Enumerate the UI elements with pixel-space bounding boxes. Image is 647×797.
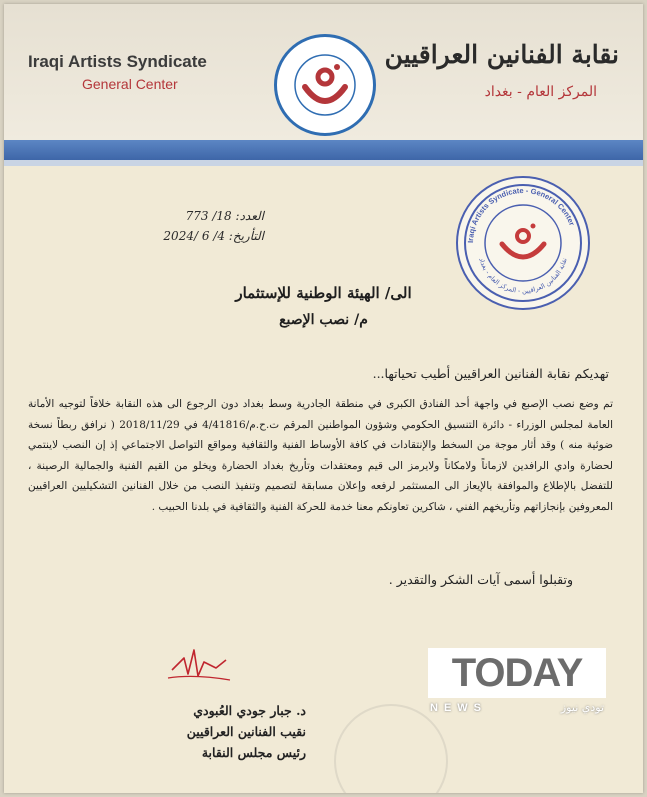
reference-date bbox=[114, 226, 264, 246]
reference-number-label: العدد: bbox=[235, 209, 264, 223]
letterhead-light-band bbox=[4, 160, 643, 166]
subject-line: م/ نصب الإصبع bbox=[279, 312, 368, 328]
today-news-watermark bbox=[428, 648, 606, 718]
reference-number bbox=[114, 206, 264, 226]
letterhead bbox=[4, 4, 643, 140]
greeting-line: تهديكم نقابة الفنانين العراقيين أطيب تحياتها... bbox=[372, 366, 609, 381]
syndicate-logo-icon bbox=[277, 37, 373, 133]
signatory-name: د. جبار جودي العُبودي bbox=[193, 703, 306, 718]
recipient-line: الى/ الهيئة الوطنية للإستثمار bbox=[235, 284, 412, 302]
letterhead-arabic-name: نقابة الفنانين العراقيين bbox=[384, 40, 619, 69]
closing-line: وتقبلوا أسمى آيات الشكر والتقدير . bbox=[388, 572, 573, 587]
handwritten-signature bbox=[164, 640, 234, 690]
letterhead-arabic-subtitle: المركز العام - بغداد bbox=[484, 84, 597, 100]
letterhead-blue-band bbox=[4, 140, 643, 160]
signatory-role: رئيس مجلس النقابة bbox=[201, 745, 306, 760]
syndicate-logo bbox=[274, 34, 376, 136]
letter-body-paragraph: تم وضع نصب الإصبع في واجهة أحد الفنادق الكبرى في منطقة الجادرية وسط بغداد دون الرجوع الى هذه النقابة خلافاً لتوجيه الأمانة العامة لمجلس الوزراء - دائرة التنسيق الحكومي وشؤون المواطنين المرقم ت.ح.م/4/41816 في 2018/11/29 ( نرافق ربطاً نسخة ضوئية منه ) وقد أثار موجة من السخط والإنتقادات في كافة الأوساط الفنية والثقافية ومواقع التواصل الاجتماعي إذ إن النصب لاينتمي لحضارة وادي الرافدين لازماناً ولامكاناً ولايرمز الى قيم ومعتقدات وتأريخ بغداد الحضارة ويخلو من القيم الفنية والجمالية الرصينة ، للتفضل بالإطلاع والموافقة بالإيعاز الى المستثمر لرفعه وإعلان مسابقة لتصميم وتنفيذ النصب من خلال الفنانين التشكيليين العراقيين المعروفين بإنجازاتهم وتأريخهم الفني ، شاكرين تعاونكم معنا خدمة للحركة الفنية والثقافية في بلدنا الحبيب . bbox=[28, 398, 613, 513]
letter-page bbox=[4, 4, 643, 793]
stamp-ring-text: Iraqi Artists Syndicate - General Center bbox=[465, 185, 577, 244]
watermark-brand: TODAY bbox=[428, 648, 606, 698]
reference-date-value: 4/ 6 /2024 bbox=[163, 229, 225, 243]
signature-block bbox=[116, 700, 306, 763]
reference-block bbox=[114, 206, 264, 246]
stamp-bottom-text: نقابة الفنانين العراقيين - المركز العام - بغداد bbox=[477, 256, 569, 296]
reference-date-label: التأريخ: bbox=[228, 229, 264, 243]
signatory-title: نقيب الفنانين العراقيين bbox=[186, 724, 306, 739]
reference-number-value: 18/ 773 bbox=[185, 209, 232, 223]
letterhead-english-name: Iraqi Artists Syndicate bbox=[28, 52, 207, 71]
watermark-arabic: تودي نيوز bbox=[560, 701, 604, 714]
letterhead-english-subtitle: General Center bbox=[82, 76, 178, 92]
watermark-news: NEWS bbox=[430, 702, 487, 714]
